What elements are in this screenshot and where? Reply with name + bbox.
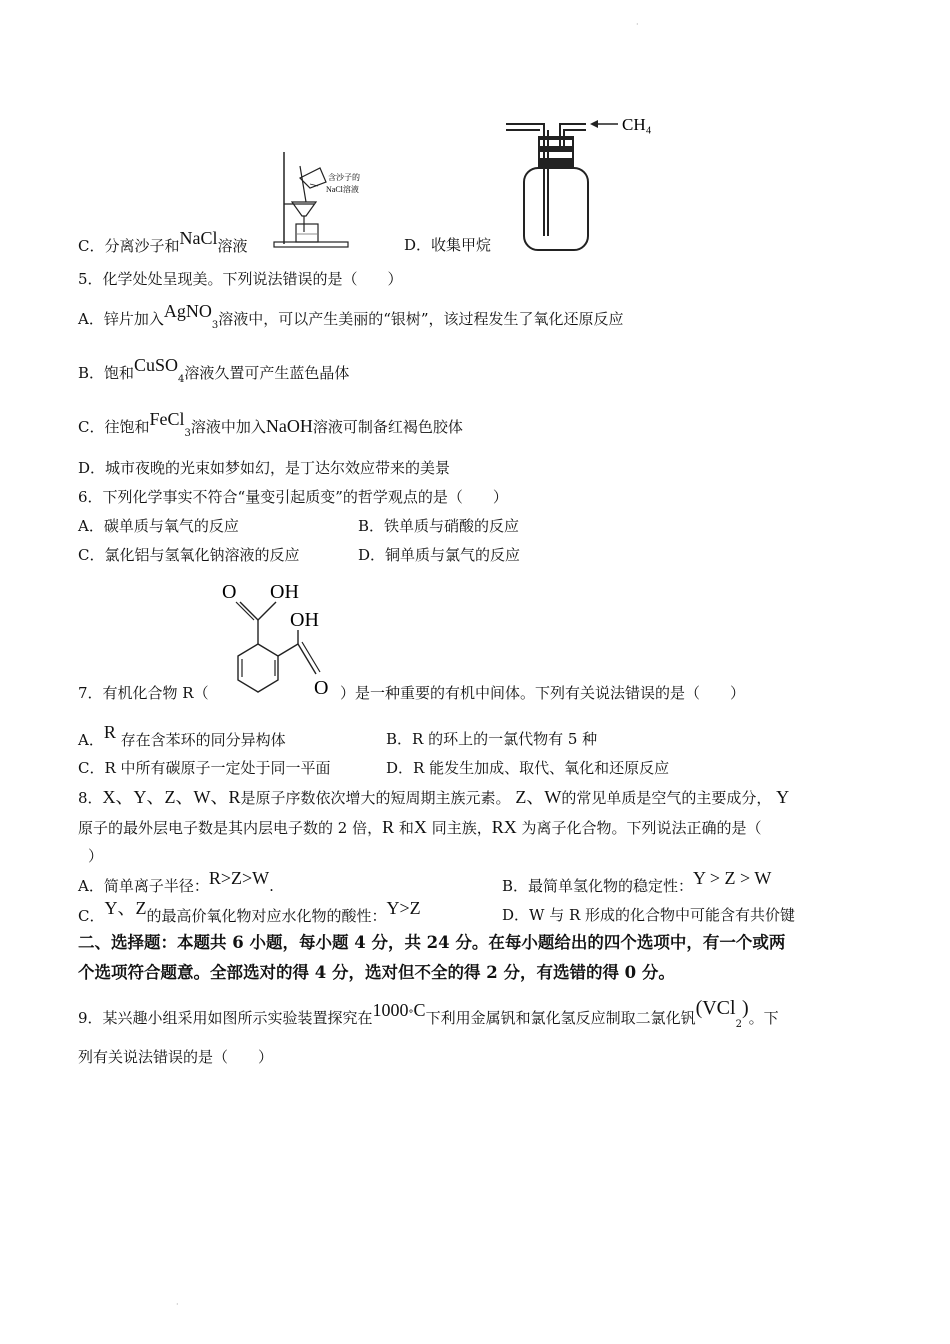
structure-oh-1: OH — [270, 581, 299, 603]
q8-b-pre: B．最简单氢化物的稳定性： — [502, 877, 694, 895]
formula-cuso4-sub: 4 — [178, 374, 185, 385]
q8-line2-post: 为离子化合物。下列说法正确的是（ — [521, 819, 762, 837]
bond-ring-cooh2 — [278, 644, 298, 656]
formula-nacl: NaCl — [179, 228, 218, 248]
q6-option-d: D．铜单质与氯气的反应 — [358, 546, 521, 564]
q5-option-a — [78, 301, 624, 337]
filtration-apparatus-image — [270, 148, 380, 252]
q7-option-c: C．R 中所有碳原子一定处于同一平面 — [78, 759, 331, 777]
q8-a-post: . — [269, 877, 274, 895]
q7-stem-pre: 7．有机化合物 R（ — [78, 684, 209, 702]
q9-degree: ° — [408, 1009, 414, 1020]
q5-c-post: 溶液可制备红褐色胶体 — [312, 418, 463, 436]
q9-pre: 9．某兴趣小组采用如图所示实验装置探究在 — [78, 1009, 373, 1027]
page-dot-top: · — [636, 20, 639, 29]
glass-rod — [300, 166, 306, 202]
structure-o-2: O — [314, 677, 329, 699]
q6-option-c: C．氯化铝与氢氧化钠溶液的反应 — [78, 546, 300, 564]
q5-c-pre: C．往饱和 — [78, 418, 150, 436]
formula-naoh: NaOH — [265, 416, 313, 436]
q6-option-b: B．铁单质与硝酸的反应 — [358, 517, 520, 535]
gas-collection-bottle-image — [500, 112, 670, 254]
q8-line-2 — [78, 816, 762, 839]
q8-number: 8． — [78, 789, 103, 807]
q9-line-2: 列有关说法错误的是（ ） — [78, 1048, 274, 1066]
q8-line1-mid: 是原子序数依次增大的短周期主族元素。 — [240, 789, 511, 807]
apparatus-note-1: 含沙子的 — [328, 173, 360, 182]
q4-option-d: D．收集甲烷 — [404, 236, 492, 254]
q7-stem-post: ）是一种重要的有机中间体。下列有关说法错误的是（ ） — [340, 684, 746, 702]
formula-agno3: AgNO — [163, 301, 212, 321]
q8-a-formula: R>Z>W — [208, 868, 270, 888]
q7-a-post: 存在含苯环的同分异构体 — [120, 731, 286, 749]
apparatus-note-2: NaCl溶液 — [326, 185, 359, 194]
bond-co1-double — [236, 602, 254, 620]
q8-y: Y — [776, 787, 790, 807]
methane-label: CH₄ — [622, 115, 652, 134]
q5-b-post: 溶液久置可产生蓝色晶体 — [184, 364, 350, 382]
q8-c-pre: C． — [78, 907, 105, 925]
cyclohexadiene-ring — [238, 644, 278, 692]
q8-c-mid: 的最高价氧化物对应水化物的酸性： — [146, 907, 387, 925]
q9-line-1 — [78, 997, 779, 1036]
q5-c-mid: 溶液中加入 — [190, 418, 266, 436]
q8-zw: Z、W — [515, 787, 562, 807]
q8-line2-pre: 原子的最外层电子数是其内层电子数的 2 倍， — [78, 819, 383, 837]
q4-options-row — [78, 228, 248, 257]
q8-rx: RX — [491, 817, 517, 837]
q8-line2-mid: 同主族， — [431, 819, 492, 837]
beaker — [296, 224, 318, 242]
q6-stem: 6．下列化学事实不符合“量变引起质变”的哲学观点的是（ ） — [78, 488, 508, 506]
q8-option-b — [502, 868, 772, 897]
q9-mid: 下利用金属钒和氯化氢反应制取二氯化钒 — [425, 1009, 696, 1027]
q8-c-yz: Y、Z — [104, 898, 147, 918]
q8-option-c — [78, 898, 421, 927]
q7-option-a — [78, 722, 286, 751]
page-dot-bottom: · — [176, 1300, 179, 1309]
q7-option-d: D．R 能发生加成、取代、氧化和还原反应 — [386, 759, 670, 777]
q8-option-d: D．W 与 R 形成的化合物中可能含有共价键 — [502, 906, 796, 924]
bond-co2 — [298, 644, 316, 674]
q8-a-pre: A．简单离子半径： — [78, 877, 209, 895]
formula-vcl2: (VCl — [695, 997, 736, 1019]
q4-option-c-label: C．分离沙子和 — [78, 237, 180, 255]
q9-temperature: 1000 — [372, 1000, 409, 1020]
symbol-r: R — [103, 722, 116, 742]
stand-base — [274, 242, 348, 247]
gas-arrow-head — [590, 120, 598, 128]
q8-he: 和 — [398, 819, 414, 837]
q8-elements: X、Y、Z、W、R — [102, 787, 241, 807]
q5-a-post: 溶液中，可以产生美丽的“银树”，该过程发生了氧化还原反应 — [218, 310, 624, 328]
compound-r-structure — [214, 574, 344, 702]
q8-line1-post: 的常见单质是空气的主要成分， — [561, 789, 772, 807]
bond-coh1 — [258, 602, 276, 620]
q8-line-3: ） — [88, 847, 104, 865]
q6-option-a: A．碳单质与氧气的反应 — [78, 517, 239, 535]
q9-celsius: C — [413, 1000, 426, 1020]
q8-x: X — [413, 817, 427, 837]
section-2-heading-line-1: 二、选择题：本题共 6 小题，每小题 4 分，共 24 分。在每小题给出的四个选项中，有一个或两 — [78, 933, 786, 952]
q5-option-b — [78, 355, 350, 391]
structure-o-1: O — [222, 581, 237, 603]
formula-agno3-sub: 3 — [211, 320, 219, 331]
q5-option-c — [78, 409, 463, 445]
q5-option-d: D．城市夜晚的光束如梦如幻，是丁达尔效应带来的美景 — [78, 459, 451, 477]
structure-oh-2: OH — [290, 609, 319, 631]
q4-option-c-end: 溶液 — [217, 237, 248, 255]
formula-fecl3: FeCl — [149, 409, 185, 429]
q5-stem: 5．化学处处呈现美。下列说法错误的是（ ） — [78, 270, 403, 288]
q8-r: R — [382, 817, 395, 837]
bottle-body — [524, 168, 588, 250]
formula-fecl3-sub: 3 — [184, 428, 191, 439]
q8-option-a — [78, 868, 274, 897]
formula-vcl2-sub: 2 — [735, 1019, 742, 1030]
bond-co2-double — [302, 642, 320, 672]
q8-b-formula: Y > Z > W — [693, 868, 772, 888]
formula-cuso4: CuSO — [134, 355, 179, 375]
q7-a-pre: A． — [78, 731, 104, 749]
q5-a-pre: A．锌片加入 — [78, 310, 164, 328]
q9-post: 。下 — [748, 1009, 779, 1027]
bond-co1 — [240, 602, 258, 620]
q8-line-1 — [78, 786, 789, 809]
q5-b-pre: B．饱和 — [78, 364, 135, 382]
q7-option-b: B．R 的环上的一氯代物有 5 种 — [386, 730, 598, 748]
q8-c-formula: Y>Z — [386, 898, 421, 918]
formula-vcl2-close: ) — [741, 997, 749, 1019]
section-2-heading-line-2: 个选项符合题意。全部选对的得 4 分，选对但不全的得 2 分，有选错的得 0 分。 — [78, 963, 675, 982]
